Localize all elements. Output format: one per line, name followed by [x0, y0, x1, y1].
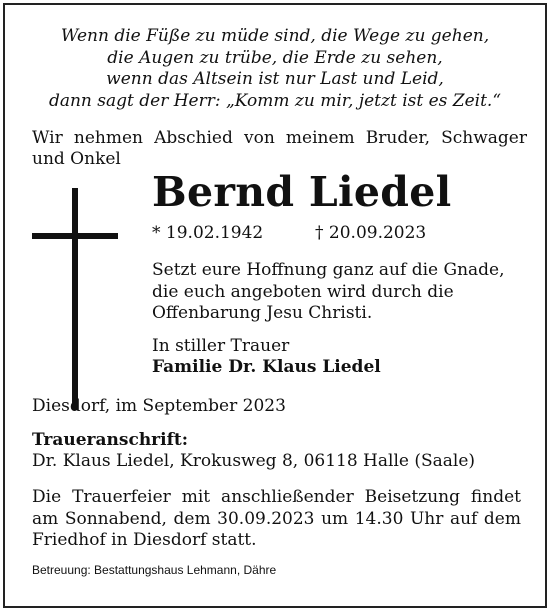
cross-horizontal-bar: [32, 233, 118, 239]
life-dates: [152, 223, 532, 244]
death-date: † 20.09.2023: [315, 223, 427, 243]
bible-verse: Setzt eure Hoffnung ganz auf die Gnade, die euch angeboten wird durch die Offenbarung Jesu Christi.: [152, 260, 505, 323]
mourning-address: [32, 430, 527, 472]
intro-text: Wir nehmen Abschied von meinem Bruder, Schwager und Onkel: [32, 128, 527, 169]
mourning-line: In stiller Trauer: [152, 336, 290, 356]
cross-vertical-bar: [72, 188, 78, 410]
mourners: [152, 336, 522, 378]
poem: [0, 26, 550, 112]
address-text: Dr. Klaus Liedel, Krokusweg 8, 06118 Halle (Saale): [32, 451, 476, 471]
poem-line: wenn das Altsein ist nur Last und Leid,: [106, 69, 444, 89]
place-and-date: Diesdorf, im September 2023: [32, 396, 286, 416]
birth-date: * 19.02.1942: [152, 223, 264, 243]
funeral-home-credit: Betreuung: Bestattungshaus Lehmann, Dähre: [32, 563, 277, 577]
poem-line: dann sagt der Herr: „Komm zu mir, jetzt ist es Zeit.“: [48, 90, 502, 111]
cross-icon: [32, 188, 118, 410]
address-heading: Traueranschrift:: [32, 430, 189, 450]
poem-line: die Augen zu trübe, die Erde zu sehen,: [107, 47, 443, 68]
family-name: Familie Dr. Klaus Liedel: [152, 357, 381, 377]
deceased-name: Bernd Liedel: [152, 168, 452, 216]
poem-line: Wenn die Füße zu müde sind, die Wege zu gehen,: [60, 26, 490, 46]
ceremony-info: Die Trauerfeier mit anschließender Beisetzung findet am Sonnabend, dem 30.09.2023 um 14.30 Uhr auf dem Friedhof in Diesdorf statt.: [32, 487, 521, 550]
